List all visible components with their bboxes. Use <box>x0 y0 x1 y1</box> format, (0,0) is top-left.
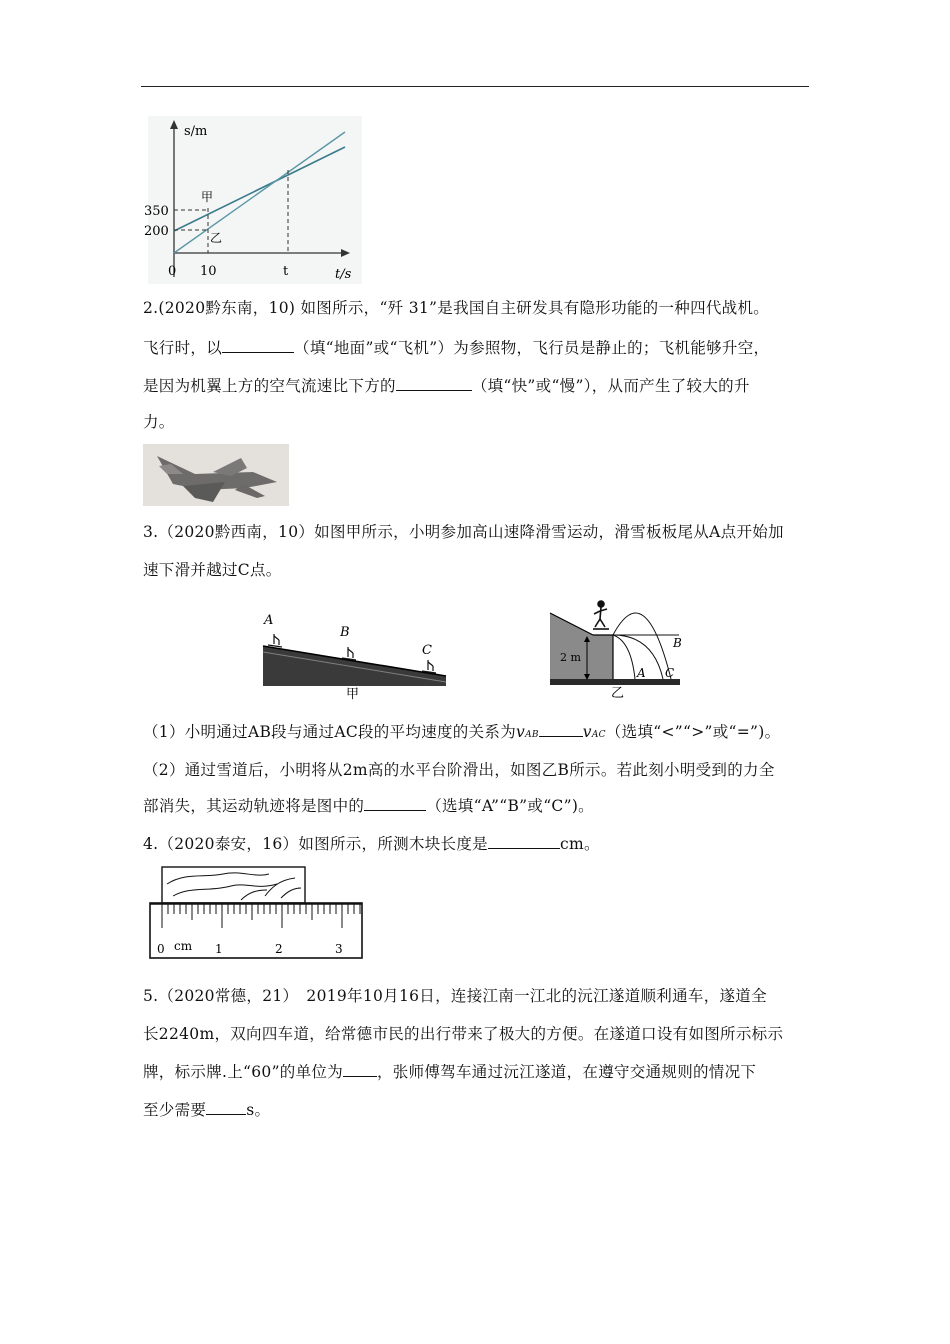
ruler-label-0: 0 <box>157 942 165 956</box>
q2-line-1: 2.(2020黔东南，10) 如图所示，“歼 31”是我国自主研发具有隐形功能的一种四代战机。 <box>143 299 770 317</box>
q3-blank-1[interactable] <box>539 722 583 737</box>
q3-part-2-line-2 <box>143 796 594 816</box>
ground <box>550 679 680 685</box>
q2-blank-2[interactable] <box>396 376 472 391</box>
v-ac: vAC <box>582 723 606 741</box>
q2-line-3 <box>143 376 750 396</box>
origin-label: 0 <box>168 264 177 279</box>
skier-a <box>268 634 282 647</box>
trajectory-a <box>613 635 635 679</box>
x-tick-t: t <box>283 264 289 279</box>
skier-c <box>422 660 436 673</box>
slope-body <box>263 646 446 686</box>
q2-line-4: 力。 <box>143 413 175 431</box>
q5-line-1: 5.（2020常德，21） 2019年10月16日，连接江南一江北的沅江遂道顺利通车，遂道全 <box>143 987 767 1005</box>
st-graph <box>140 112 370 287</box>
q5-line-3-a: 牌，标示牌.上“60”的单位为 <box>143 1063 343 1081</box>
q5-line-3-b: ，张师傅驾车通过沅江遂道，在遵守交通规则的情况下 <box>377 1063 757 1081</box>
q4-blank[interactable] <box>488 834 560 849</box>
platform-block <box>593 635 613 683</box>
q4-line-1-a: 4.（2020泰安，16）如图所示，所测木块长度是 <box>143 835 488 853</box>
q5-line-4-a: 至少需要 <box>143 1101 207 1119</box>
q3-line-2: 速下滑并越过C点。 <box>143 561 282 579</box>
q2-line-2 <box>143 338 769 358</box>
fig-b-caption: 乙 <box>611 686 625 699</box>
q2-line-3-b: （填“快”或“慢”），从而产生了较大的升 <box>471 377 750 395</box>
q5-line-2: 长2240m，双向四车道，给常德市民的出行带来了极大的方便。在遂道口设有如图所示标示 <box>143 1025 784 1043</box>
q3-blank-2[interactable] <box>364 796 426 811</box>
ruler-figure <box>145 864 370 962</box>
q5-line-3 <box>143 1062 756 1082</box>
x-tick-10: 10 <box>200 264 217 279</box>
fig-a-caption: 甲 <box>346 687 360 700</box>
fig-b-label-b: B <box>673 636 682 650</box>
q5-blank-2[interactable] <box>206 1100 246 1115</box>
q4-line-1 <box>143 834 600 854</box>
q3-part-2-b: （选填“A”“B”或“C”)。 <box>426 797 594 815</box>
q3-part-2-line-1: （2）通过雪道后，小明将从2m高的水平台阶滑出，如图乙B所示。若此刻小明受到的力全 <box>143 761 775 779</box>
ruler-label-3: 3 <box>335 942 343 956</box>
q3-part-1-a: （1）小明通过AB段与通过AC段的平均速度的关系为 <box>143 723 516 741</box>
y-tick-200: 200 <box>144 224 169 239</box>
q5-blank-1[interactable] <box>343 1062 377 1077</box>
q3-part-2-a: 部消失，其运动轨迹将是图中的 <box>143 797 365 815</box>
v-ab: vAB <box>516 723 539 741</box>
q2-line-2-b: （填“地面”或“飞机”）为参照物，飞行员是静止的；飞机能够升空， <box>294 339 770 357</box>
q2-blank-1[interactable] <box>222 338 294 353</box>
q3-part-1-b: （选填“<”“>”或“=”)。 <box>605 723 781 741</box>
fig-a-label-c: C <box>422 643 432 658</box>
fig-a-label-b: B <box>340 625 350 640</box>
q5-line-4-b: s。 <box>246 1101 271 1119</box>
fig-b-label-c: C <box>665 666 675 680</box>
skier-jumper <box>593 601 609 629</box>
figure-jia-slope <box>258 610 454 700</box>
ruler-label-1: 1 <box>215 942 223 956</box>
fig-a-label-a: A <box>264 613 274 628</box>
ruler-label-cm: cm <box>174 939 193 953</box>
y-axis-label: s/m <box>184 124 208 139</box>
q3-part-1 <box>143 722 780 745</box>
fig-b-height-label: 2 m <box>560 651 581 664</box>
skier-b <box>342 647 356 660</box>
q3-line-1: 3.（2020黔西南，10）如图甲所示，小明参加高山速降滑雪运动，滑雪板板尾从A点开始加 <box>143 523 784 541</box>
x-axis-label: t/s <box>335 267 352 282</box>
q4-line-1-b: cm。 <box>559 835 600 853</box>
q5-line-4 <box>143 1100 270 1120</box>
q2-line-2-a: 飞行时，以 <box>143 339 223 357</box>
fighter-jet-image <box>143 444 289 506</box>
label-yi: 乙 <box>210 231 223 245</box>
q2-line-3-a: 是因为机翼上方的空气流速比下方的 <box>143 377 396 395</box>
ruler-label-2: 2 <box>275 942 283 956</box>
fig-b-label-a: A <box>637 666 646 680</box>
y-tick-350: 350 <box>144 204 169 219</box>
label-jia: 甲 <box>201 190 214 204</box>
header-rule <box>141 86 809 87</box>
figure-yi-platform <box>545 595 690 699</box>
